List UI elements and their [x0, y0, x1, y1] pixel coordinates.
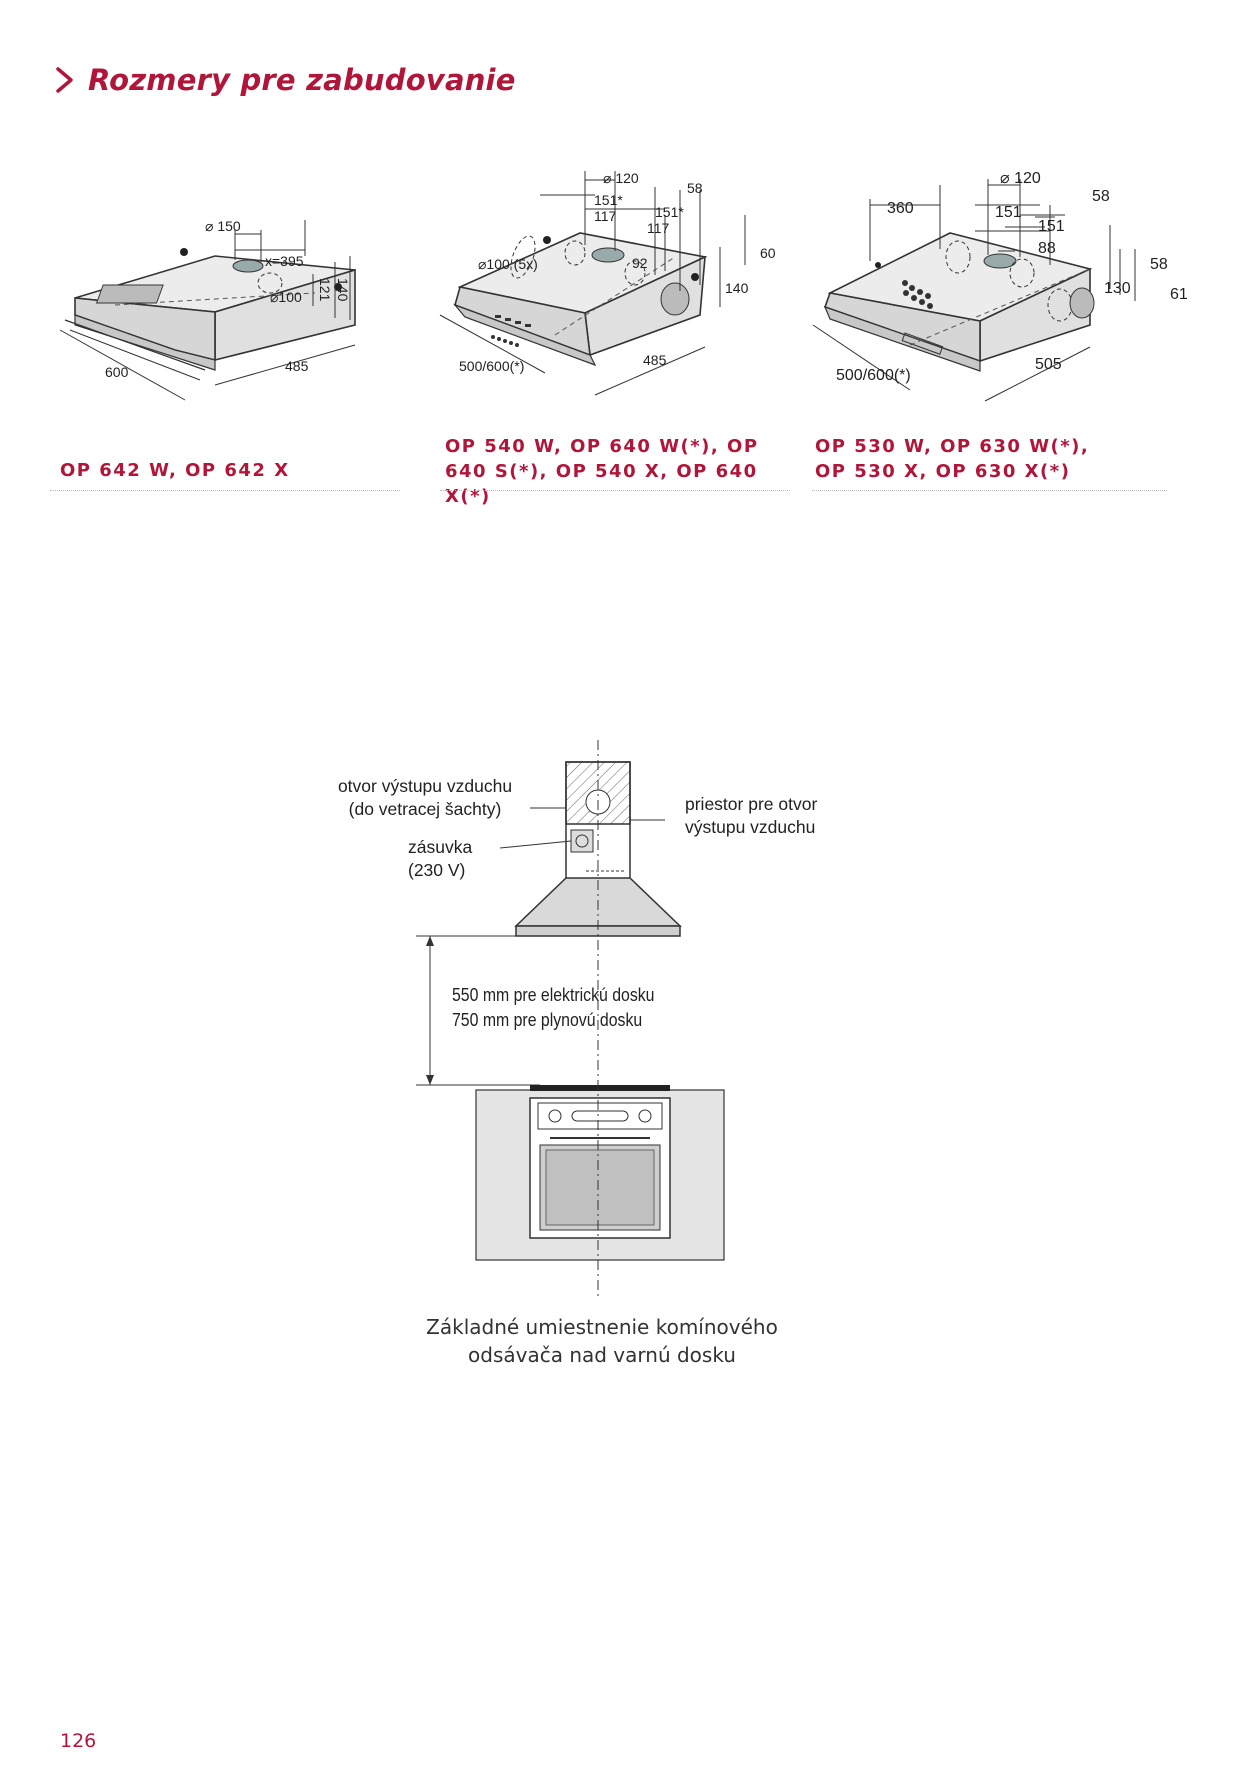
dim-label: 58 — [687, 180, 703, 196]
page-number: 126 — [60, 1730, 97, 1752]
dim-label: 360 — [887, 200, 914, 217]
model-label-1: OP 642 W, OP 642 X — [60, 460, 290, 481]
hood-dimension-drawing-3 — [810, 165, 1200, 410]
dim-label: 151* — [594, 192, 623, 208]
dim-label: 140 — [335, 278, 351, 302]
model-label-2: OP 540 W, OP 640 W(*), OP 640 S(*), OP 540 X, OP 640 X(*) — [445, 436, 759, 507]
dim-label: 117 — [647, 220, 670, 236]
distance-gas: 750 mm pre plynovú dosku — [452, 1010, 643, 1030]
divider — [50, 490, 400, 491]
dim-label: 151 — [995, 204, 1022, 221]
dim-label: 88 — [1038, 240, 1056, 257]
dim-label: ⌀100 — [270, 289, 302, 305]
dim-label: 121 — [317, 278, 333, 302]
dim-label: 500/600(*) — [459, 358, 525, 374]
dim-label: 151 — [1038, 218, 1065, 235]
label-air-outlet: otvor výstupu vzduchu (do vetracej šachty) — [337, 776, 513, 819]
divider — [440, 490, 790, 491]
chevron-right-icon — [52, 65, 78, 95]
dim-label: 505 — [1035, 356, 1062, 373]
dim-label: 485 — [285, 358, 309, 374]
grille — [97, 285, 164, 303]
distance-electric: 550 mm pre elektrickú dosku — [452, 985, 655, 1005]
hood-dimension-drawing-2 — [435, 165, 820, 410]
dim-label: ⌀ 120 — [603, 170, 639, 186]
page-title — [52, 60, 516, 100]
dim-label: 92 — [632, 255, 648, 271]
page-title-text: Rozmery pre zabudovanie — [88, 63, 516, 97]
dim-label: ⌀100 (5x) — [478, 256, 538, 272]
dim-label: x=395 — [265, 253, 304, 269]
dim-label: 485 — [643, 352, 667, 368]
dim-label: ⌀ 150 — [205, 218, 241, 234]
dim-label: 151* — [655, 204, 684, 220]
label-socket: zásuvka (230 V) — [408, 837, 473, 880]
model-label-3: OP 530 W, OP 630 W(*), OP 530 X, OP 630 X(*) — [815, 436, 1090, 482]
dim-label: 500/600(*) — [836, 367, 911, 384]
dim-label: 600 — [105, 364, 129, 380]
dim-label: 130 — [1104, 280, 1131, 297]
divider — [812, 490, 1167, 491]
dim-label: 58 — [1150, 256, 1168, 273]
figure-caption: Základné umiestnenie komínového odsávača nad varnú dosku — [426, 1315, 778, 1367]
label-outlet-space: priestor pre otvor výstupu vzduchu — [685, 794, 818, 837]
dim-label: 60 — [760, 245, 776, 261]
dim-label: 58 — [1092, 188, 1110, 205]
dim-label: 140 — [725, 280, 749, 296]
dim-label: ⌀ 120 — [1000, 170, 1041, 187]
hood-dimension-drawing-1 — [55, 170, 415, 410]
dim-label: 117 — [594, 208, 617, 224]
dim-label: 61 — [1170, 286, 1188, 303]
